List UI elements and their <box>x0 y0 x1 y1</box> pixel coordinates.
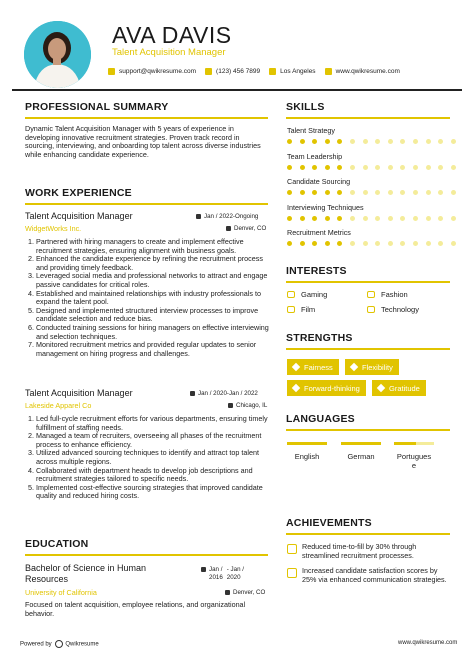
rating-dot <box>300 165 305 170</box>
rating-dot <box>451 165 456 170</box>
rating-dot <box>337 165 342 170</box>
calendar-icon <box>201 567 206 572</box>
rating-dot <box>363 139 368 144</box>
rating-dot <box>375 165 380 170</box>
rating-dot <box>337 216 342 221</box>
pin-icon <box>228 403 233 408</box>
list-item: 3. Utilized advanced sourcing techniques to identify and attract top talent across multiple regions. <box>36 449 270 466</box>
contact-website[interactable]: www.qwikresume.com <box>325 68 400 75</box>
strength-tag: Gratitude <box>372 380 426 396</box>
rating-dot <box>426 190 431 195</box>
rating-dot <box>375 216 380 221</box>
language-bar-fill <box>394 442 416 445</box>
skill-rating <box>287 216 463 221</box>
rating-dot <box>451 190 456 195</box>
interests-heading: INTERESTS <box>286 265 347 277</box>
list-item: 5. Implemented cost-effective sourcing strategies that improved candidate quality and reduced hiring costs. <box>36 484 270 501</box>
rating-dot <box>451 216 456 221</box>
list-item: 4. Collaborated with department heads to develop job descriptions and recruitment strategies tailored to specific needs. <box>36 467 270 484</box>
rating-dot <box>426 165 431 170</box>
rating-dot <box>287 190 292 195</box>
rating-dot <box>375 139 380 144</box>
skill-rating <box>287 190 463 195</box>
skill-rating <box>287 241 463 246</box>
rating-dot <box>363 190 368 195</box>
rating-dot <box>388 190 393 195</box>
rating-dot <box>287 241 292 246</box>
contact-bar <box>108 64 438 78</box>
rating-dot <box>350 216 355 221</box>
strength-tag: Forward-thinking <box>287 380 366 396</box>
list-item: 7. Monitored recruitment metrics and provided regular updates to senior management on hiring progress and challenges. <box>36 341 270 358</box>
rating-dot <box>438 165 443 170</box>
contact-phone[interactable]: (123) 456 7899 <box>205 68 260 75</box>
skill-rating <box>287 139 463 144</box>
summary-rule <box>25 117 268 119</box>
contact-email[interactable]: support@qwikresume.com <box>108 68 196 75</box>
job-1-location: Denver, CO <box>226 225 266 232</box>
calendar-icon <box>196 214 201 219</box>
interests-rule <box>286 281 450 283</box>
job-2-bullets <box>25 415 270 501</box>
rating-dot <box>400 165 405 170</box>
education-location: Denver, CO <box>225 589 265 596</box>
skill-label: Talent Strategy <box>287 126 335 135</box>
education-rule <box>25 554 268 556</box>
job-1-company: WidgetWorks Inc. <box>25 224 82 233</box>
skill-label: Interviewing Techniques <box>287 202 364 212</box>
rating-dot <box>438 216 443 221</box>
rating-dot <box>363 165 368 170</box>
skill-rating <box>287 165 463 170</box>
job-1-bullets <box>25 238 270 358</box>
trophy-icon <box>287 544 297 554</box>
strength-tag: Flexibility <box>345 359 399 375</box>
language-label: German <box>347 452 375 461</box>
rating-dot <box>413 139 418 144</box>
rating-dot <box>325 165 330 170</box>
header-divider <box>12 89 462 91</box>
pin-icon <box>226 226 231 231</box>
language-bar-fill <box>287 442 327 445</box>
rating-dot <box>375 241 380 246</box>
footer-powered: Powered by Qwikresume <box>20 641 99 648</box>
laptop-icon <box>367 306 375 313</box>
rating-dot <box>388 165 393 170</box>
strengths-rule <box>286 348 450 350</box>
contact-location: Los Angeles <box>269 68 315 75</box>
rating-dot <box>312 190 317 195</box>
skill-label: Candidate Sourcing <box>287 177 351 186</box>
education-text: Focused on talent acquisition, employee relations, and organizational behavior. <box>25 600 246 618</box>
list-item: 1. Led full-cycle recruitment efforts for various departments, ensuring timely fulfillment of staffing needs. <box>36 415 270 432</box>
rating-dot <box>337 190 342 195</box>
calendar-icon <box>190 391 195 396</box>
heart-icon <box>377 384 385 392</box>
rating-dot <box>363 216 368 221</box>
rating-dot <box>413 165 418 170</box>
rating-dot <box>363 241 368 246</box>
language-bar-fill <box>341 442 381 445</box>
interest-fashion: Fashion <box>367 290 408 299</box>
skills-rule <box>286 117 450 119</box>
rating-dot <box>388 216 393 221</box>
rating-dot <box>426 216 431 221</box>
job-2-title: Talent Acquisition Manager <box>25 388 133 398</box>
achievements-heading: ACHIEVEMENTS <box>286 517 372 529</box>
rating-dot <box>325 190 330 195</box>
achievement-item: Increased candidate satisfaction scores by 25% via enhanced communication strategies. <box>302 566 447 584</box>
interest-film: Film <box>287 305 315 314</box>
rating-dot <box>400 190 405 195</box>
education-degree: Bachelor of Science in Human Resources <box>25 563 147 584</box>
rating-dot <box>300 216 305 221</box>
rating-dot <box>413 216 418 221</box>
rating-dot <box>287 216 292 221</box>
list-item: 2. Enhanced the candidate experience by refining the recruitment process and providing timely feedback. <box>36 255 270 272</box>
summary-heading: PROFESSIONAL SUMMARY <box>25 101 169 113</box>
rating-dot <box>287 165 292 170</box>
language-label-portuguese: Portugues e <box>396 452 432 470</box>
language-label: English <box>294 452 320 461</box>
job-2-location: Chicago, IL <box>228 402 267 409</box>
experience-heading: WORK EXPERIENCE <box>25 187 132 199</box>
education-heading: EDUCATION <box>25 538 89 550</box>
rating-dot <box>400 241 405 246</box>
footer-site[interactable]: www.qwikresume.com <box>398 640 458 646</box>
rating-dot <box>438 190 443 195</box>
rating-dot <box>438 139 443 144</box>
job-2-dates: Jan / 2020-Jan / 2022 <box>190 390 258 397</box>
rating-dot <box>350 139 355 144</box>
rating-dot <box>337 139 342 144</box>
gamepad-icon <box>287 291 295 298</box>
rating-dot <box>325 241 330 246</box>
skill-label: Team Leadership <box>287 151 343 161</box>
rating-dot <box>413 241 418 246</box>
rating-dot <box>325 216 330 221</box>
job-1-title: Talent Acquisition Manager <box>25 211 133 221</box>
languages-heading: LANGUAGES <box>286 413 355 425</box>
experience-rule <box>25 203 268 205</box>
diamond-icon <box>292 363 300 371</box>
strengths-heading: STRENGTHS <box>286 332 353 344</box>
list-item: 2. Managed a team of recruiters, overseeing all phases of the recruitment process to enhance efficiency. <box>36 432 270 449</box>
rating-dot <box>413 190 418 195</box>
arrow-icon <box>292 384 300 392</box>
profile-photo <box>24 21 91 88</box>
strength-tag: Fairness <box>287 359 339 375</box>
trophy-icon <box>287 568 297 578</box>
skills-heading: SKILLS <box>286 101 325 113</box>
email-icon <box>108 68 115 75</box>
hanger-icon <box>367 291 375 298</box>
avatar-icon <box>24 21 91 88</box>
rating-dot <box>426 241 431 246</box>
list-item: 4. Established and maintained relationships with industry professionals to expand the talent pool. <box>36 290 270 307</box>
rating-dot <box>350 241 355 246</box>
skill-label: Recruitment Metrics <box>287 228 351 237</box>
rating-dot <box>375 190 380 195</box>
rating-dot <box>300 190 305 195</box>
rating-dot <box>300 139 305 144</box>
globe-icon <box>325 68 332 75</box>
pin-icon <box>225 590 230 595</box>
rating-dot <box>400 139 405 144</box>
job-1-dates: Jan / 2022-Ongoing <box>196 213 258 220</box>
list-item: 1. Partnered with hiring managers to create and implement effective recruitment strategies, ensuring alignment with business goals. <box>36 238 270 255</box>
qwikresume-logo-icon <box>55 640 63 648</box>
film-icon <box>287 306 295 313</box>
phone-icon <box>205 68 212 75</box>
list-item: 3. Leveraged social media and professional networks to attract and engage passive candidates for critical roles. <box>36 272 270 289</box>
languages-rule <box>286 429 450 431</box>
rating-dot <box>312 139 317 144</box>
rating-dot <box>451 139 456 144</box>
rating-dot <box>350 190 355 195</box>
rating-dot <box>312 165 317 170</box>
list-item: 6. Conducted training sessions for hiring managers on effective interviewing and selection techniques. <box>36 324 270 341</box>
list-item: 5. Designed and implemented structured interview processes to improve candidate selection and reduce bias. <box>36 307 270 324</box>
rating-dot <box>325 139 330 144</box>
rating-dot <box>388 139 393 144</box>
job-2-company: Lakeside Apparel Co <box>25 401 92 410</box>
interest-technology: Technology <box>367 305 419 314</box>
rating-dot <box>400 216 405 221</box>
rating-dot <box>388 241 393 246</box>
location-icon <box>269 68 276 75</box>
rating-dot <box>426 139 431 144</box>
rating-dot <box>451 241 456 246</box>
candidate-name: AVA DAVIS <box>112 22 232 48</box>
education-school: University of California <box>25 588 97 597</box>
education-dates: Jan / 2016 - Jan / 2020 <box>201 566 244 581</box>
rating-dot <box>350 165 355 170</box>
diamond-icon <box>350 363 358 371</box>
rating-dot <box>337 241 342 246</box>
interest-gaming: Gaming <box>287 290 327 299</box>
achievement-item: Reduced time-to-fill by 30% through streamlined recruitment processes. <box>302 542 417 560</box>
summary-text: Dynamic Talent Acquisition Manager with 5 years of experience in developing innovative recruitment strategies. Proven track record in sourcing, interviewing, and onboarding top talent across diverse industries while enhancing candidate experience. <box>25 124 261 159</box>
achievements-rule <box>286 533 450 535</box>
rating-dot <box>312 241 317 246</box>
rating-dot <box>300 241 305 246</box>
candidate-role: Talent Acquisition Manager <box>112 47 226 58</box>
rating-dot <box>287 139 292 144</box>
rating-dot <box>312 216 317 221</box>
rating-dot <box>438 241 443 246</box>
